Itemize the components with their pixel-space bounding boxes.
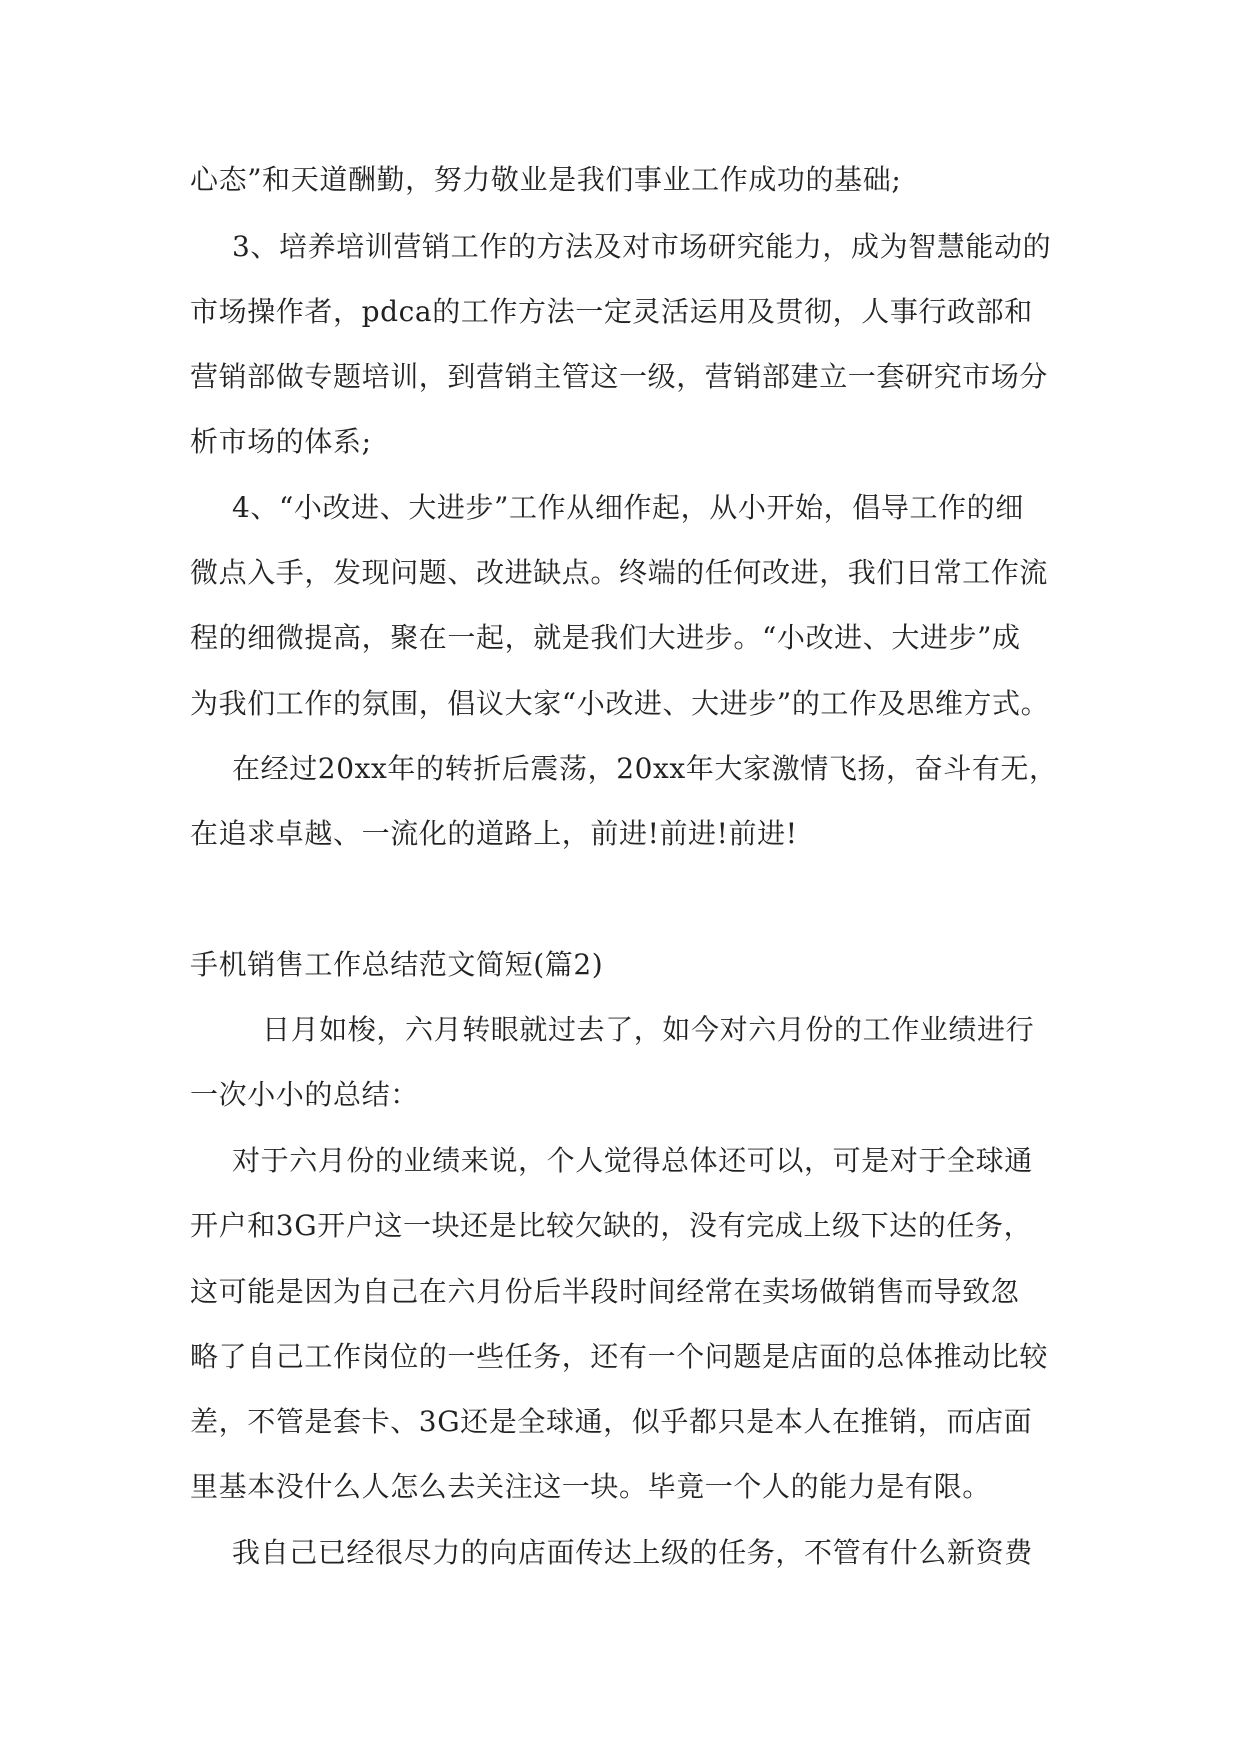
text-line-15: 对于六月份的业绩来说，个人觉得总体还可以，可是对于全球通 — [232, 1144, 1033, 1177]
text-line-18: 略了自己工作岗位的一些任务，还有一个问题是店面的总体推动比较 — [190, 1340, 1049, 1373]
text-line-5: 析市场的体系; — [190, 425, 372, 458]
text-line-1: 心态”和天道酬勤，努力敬业是我们事业工作成功的基础; — [190, 163, 902, 196]
text-line-19: 差，不管是套卡、3G还是全球通，似乎都只是本人在推销，而店面 — [190, 1405, 1033, 1438]
section-heading: 手机销售工作总结范文简短(篇2) — [190, 948, 604, 981]
text-line-4: 营销部做专题培训，到营销主管这一级，营销部建立一套研究市场分 — [190, 360, 1049, 393]
text-line-3: 市场操作者，pdca的工作方法一定灵活运用及贯彻，人事行政部和 — [190, 295, 1033, 328]
text-line-6: 4、“小改进、大进步”工作从细作起，从小开始，倡导工作的细 — [232, 491, 1024, 524]
text-line-9: 为我们工作的氛围，倡议大家“小改进、大进步”的工作及思维方式。 — [190, 687, 1050, 720]
text-line-8: 程的细微提高，聚在一起，就是我们大进步。“小改进、大进步”成 — [190, 621, 1021, 654]
text-line-10: 在经过20xx年的转折后震荡，20xx年大家激情飞扬，奋斗有无， — [232, 752, 1058, 785]
text-line-14: 一次小小的总结： — [190, 1078, 419, 1111]
text-line-11: 在追求卓越、一流化的道路上，前进!前进!前进! — [190, 817, 798, 850]
text-line-7: 微点入手，发现问题、改进缺点。终端的任何改进，我们日常工作流 — [190, 556, 1049, 589]
text-line-20: 里基本没什么人怎么去关注这一块。毕竟一个人的能力是有限。 — [190, 1470, 991, 1503]
text-line-16: 开户和3G开户这一块还是比较欠缺的，没有完成上级下达的任务， — [190, 1209, 1033, 1242]
text-line-13: 日月如梭，六月转眼就过去了，如今对六月份的工作业绩进行 — [262, 1013, 1035, 1046]
text-line-17: 这可能是因为自己在六月份后半段时间经常在卖场做销售而导致忽 — [190, 1275, 1020, 1308]
text-line-2: 3、培养培训营销工作的方法及对市场研究能力，成为智慧能动的 — [232, 230, 1052, 263]
text-line-21: 我自己已经很尽力的向店面传达上级的任务，不管有什么新资费 — [232, 1536, 1033, 1569]
